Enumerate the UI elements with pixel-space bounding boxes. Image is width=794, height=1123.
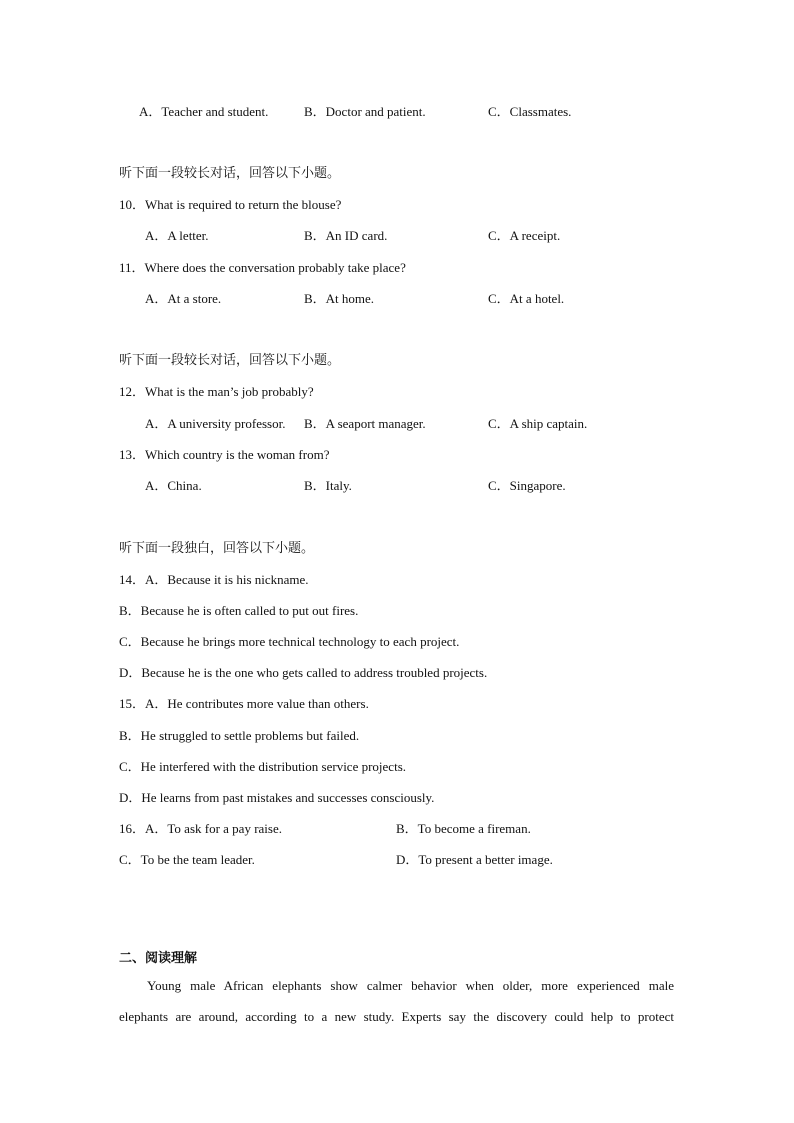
- q14-option-b-line: [0, 604, 794, 620]
- q13-stem-line: [0, 448, 794, 464]
- q13-stem: 13．Which country is the woman from?: [119, 447, 330, 462]
- reading-passage-line-2: elephants are around, according to a new study. Experts say the discovery could help to protect: [119, 1009, 674, 1024]
- section3-instruction-line: [0, 542, 794, 558]
- q16-option-c: C．To be the team leader.: [119, 852, 255, 867]
- q16-options-row2: [0, 853, 794, 869]
- reading-passage-line-1: Young male African elephants show calmer behavior when older, more experienced male: [147, 978, 674, 993]
- q16-option-d: D．To present a better image.: [396, 852, 553, 867]
- q14-option-d-line: [0, 666, 794, 682]
- section3-instruction: 听下面一段独白，回答以下小题。: [119, 541, 315, 556]
- q12-option-b: B．A seaport manager.: [304, 416, 426, 431]
- q15-option-b: B．He struggled to settle problems but failed.: [119, 728, 360, 743]
- q15-option-a: 15．A．He contributes more value than others.: [119, 696, 369, 711]
- q14-option-b: B．Because he is often called to put out fires.: [119, 603, 359, 618]
- q13-option-b: B．Italy.: [304, 478, 352, 493]
- q14-option-c-line: [0, 635, 794, 651]
- q12-options: [0, 417, 794, 433]
- q10-option-a: A．A letter.: [145, 228, 209, 243]
- q15-option-c-line: [0, 760, 794, 776]
- q11-options: [0, 292, 794, 308]
- q9-option-c: C．Classmates.: [488, 104, 572, 119]
- q14-option-a: 14．A．Because it is his nickname.: [119, 572, 309, 587]
- q11-option-a: A．At a store.: [145, 291, 222, 306]
- q9-option-a: A．Teacher and student.: [139, 104, 269, 119]
- q14-option-c: C．Because he brings more technical technology to each project.: [119, 634, 460, 649]
- q16-option-b: B．To become a fireman.: [396, 821, 531, 836]
- q15-option-d: D．He learns from past mistakes and successes consciously.: [119, 790, 435, 805]
- section2-instruction-line: [0, 354, 794, 370]
- q12-option-a: A．A university professor.: [145, 416, 286, 431]
- q9-option-b: B．Doctor and patient.: [304, 104, 426, 119]
- section1-instruction-line: [0, 167, 794, 183]
- q15-option-a-line: [0, 697, 794, 713]
- q11-stem-line: [0, 261, 794, 277]
- q15-option-c: C．He interfered with the distribution service projects.: [119, 759, 407, 774]
- q10-option-c: C．A receipt.: [488, 228, 561, 243]
- q11-option-b: B．At home.: [304, 291, 375, 306]
- q16-option-a: 16．A．To ask for a pay raise.: [119, 821, 282, 836]
- q9-options: [0, 105, 794, 121]
- q12-option-c: C．A ship captain.: [488, 416, 588, 431]
- q10-stem: 10．What is required to return the blouse?: [119, 197, 342, 212]
- q15-option-b-line: [0, 729, 794, 745]
- q13-options: [0, 479, 794, 495]
- q14-option-a-line: [0, 573, 794, 589]
- q12-stem: 12．What is the man’s job probably?: [119, 384, 314, 399]
- section2-instruction: 听下面一段较长对话，回答以下小题。: [119, 353, 341, 368]
- q13-option-a: A．China.: [145, 478, 202, 493]
- q10-option-b: B．An ID card.: [304, 228, 388, 243]
- reading-heading: 二、阅读理解: [119, 951, 198, 966]
- q16-options-row1: [0, 822, 794, 838]
- q10-options: [0, 229, 794, 245]
- q14-option-d: D．Because he is the one who gets called to address troubled projects.: [119, 665, 488, 680]
- q11-stem: 11．Where does the conversation probably take place?: [119, 260, 406, 275]
- q11-option-c: C．At a hotel.: [488, 291, 565, 306]
- q15-option-d-line: [0, 791, 794, 807]
- q10-stem-line: [0, 198, 794, 214]
- q13-option-c: C．Singapore.: [488, 478, 566, 493]
- q12-stem-line: [0, 385, 794, 401]
- reading-heading-line: [0, 952, 794, 968]
- section1-instruction: 听下面一段较长对话，回答以下小题。: [119, 166, 341, 181]
